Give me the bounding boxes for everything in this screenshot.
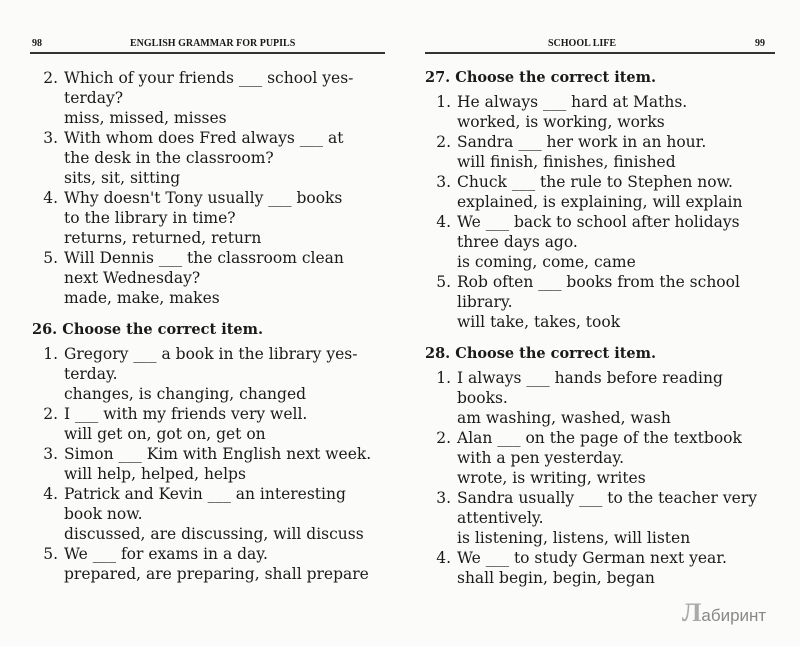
item-text-line: We ___ back to school after holidays [457,213,740,231]
item-text-line: Alan ___ on the page of the textbook [457,429,742,447]
item-text-line: Gregory ___ a book in the library yes- [64,345,358,363]
item-number: 5. [43,249,58,267]
item-number: 2. [43,405,58,423]
item-number: 3. [436,489,451,507]
item-options: will get on, got on, get on [64,425,266,443]
item-body [64,248,387,308]
item-options: prepared, are preparing, shall prepare [64,565,369,583]
item-text-line: the desk in the classroom? [64,149,274,167]
item-options: shall begin, begin, began [457,569,655,587]
item-number: 3. [436,173,451,191]
item-text-line: I ___ with my friends very well. [64,405,308,423]
item-body [457,212,780,272]
exercise-item [32,544,387,584]
exercise-heading: 26. Choose the correct item. [32,321,264,338]
item-options: is coming, come, came [457,253,636,271]
item-options: is listening, listens, will listen [457,529,691,547]
item-text-line: library. [457,293,513,311]
item-options: made, make, makes [64,289,220,307]
item-options: worked, is working, works [457,113,665,131]
exercise-item [32,248,387,308]
exercise-item [425,92,780,132]
item-body [64,128,387,188]
item-number: 2. [436,133,451,151]
item-body [457,92,780,132]
item-number: 2. [43,69,58,87]
item-body [457,488,780,548]
right-page-number: 99 [755,38,765,49]
exercise-item [32,484,387,544]
left-running-head: ENGLISH GRAMMAR FOR PUPILS [130,38,296,49]
item-text-line: next Wednesday? [64,269,201,287]
item-text-line: Simon ___ Kim with English next week. [64,445,372,463]
item-text-line: book now. [64,505,143,523]
exercise-item [32,128,387,188]
item-text-line: Rob often ___ books from the school [457,273,740,291]
item-text-line: Patrick and Kevin ___ an interesting [64,485,346,503]
item-number: 2. [436,429,451,447]
exercise-item [425,212,780,272]
item-text-line: I always ___ hands before reading [457,369,723,387]
item-text-line: Sandra ___ her work in an hour. [457,133,707,151]
exercise-item [425,488,780,548]
exercise-item [425,548,780,588]
item-options: discussed, are discussing, will discuss [64,525,364,543]
item-options: will take, takes, took [457,313,621,331]
item-text-line: Why doesn't Tony usually ___ books [64,189,343,207]
item-text-line: We ___ to study German next year. [457,549,727,567]
item-body [457,132,780,172]
exercise-item [425,172,780,212]
header-rule-right [425,52,775,54]
item-number: 5. [43,545,58,563]
item-number: 5. [436,273,451,291]
exercise-heading: 28. Choose the correct item. [425,345,657,362]
left-page-column [32,68,387,584]
exercise-item [425,272,780,332]
item-body [64,444,387,484]
item-text-line: Chuck ___ the rule to Stephen now. [457,173,733,191]
item-body [64,344,387,404]
item-options: wrote, is writing, writes [457,469,646,487]
item-number: 1. [436,93,451,111]
item-body [457,548,780,588]
item-text-line: to the library in time? [64,209,236,227]
item-options: sits, sit, sitting [64,169,181,187]
item-number: 3. [43,445,58,463]
left-page-number: 98 [32,38,42,49]
item-body [457,428,780,488]
item-options: miss, missed, misses [64,109,227,127]
item-text-line: He always ___ hard at Maths. [457,93,688,111]
item-text-line: Sandra usually ___ to the teacher very [457,489,757,507]
exercise-item [32,444,387,484]
item-body [457,272,780,332]
exercise-heading: 27. Choose the correct item. [425,69,657,86]
item-text-line: terday. [64,365,118,383]
item-text-line: We ___ for exams in a day. [64,545,268,563]
item-text-line: terday? [64,89,124,107]
exercise-item [425,428,780,488]
item-body [457,172,780,212]
right-running-head: SCHOOL LIFE [548,38,617,49]
item-body [457,368,780,428]
exercise-item [425,132,780,172]
item-options: am washing, washed, wash [457,409,671,427]
item-options: will finish, finishes, finished [457,153,676,171]
item-options: explained, is explaining, will explain [457,193,743,211]
item-options: returns, returned, return [64,229,262,247]
item-body [64,484,387,544]
exercise-item [32,404,387,444]
header-rule-left [30,52,385,54]
item-number: 1. [43,345,58,363]
labirint-watermark-logo: Лабиринт [682,598,767,627]
exercise-item [32,344,387,404]
exercise-item [32,68,387,128]
item-text-line: attentively. [457,509,544,527]
exercise-item [32,188,387,248]
item-number: 4. [43,189,58,207]
item-text-line: three days ago. [457,233,578,251]
item-options: changes, is changing, changed [64,385,307,403]
item-body [64,544,387,584]
item-text-line: Which of your friends ___ school yes- [64,69,354,87]
exercise-item [425,368,780,428]
item-text-line: With whom does Fred always ___ at [64,129,344,147]
item-number: 4. [436,213,451,231]
item-text-line: books. [457,389,508,407]
item-number: 1. [436,369,451,387]
item-options: will help, helped, helps [64,465,246,483]
item-number: 4. [436,549,451,567]
item-text-line: with a pen yesterday. [457,449,625,467]
item-text-line: Will Dennis ___ the classroom clean [64,249,344,267]
item-body [64,188,387,248]
item-number: 3. [43,129,58,147]
item-body [64,68,387,128]
item-body [64,404,387,444]
right-page-column [425,68,780,588]
item-number: 4. [43,485,58,503]
